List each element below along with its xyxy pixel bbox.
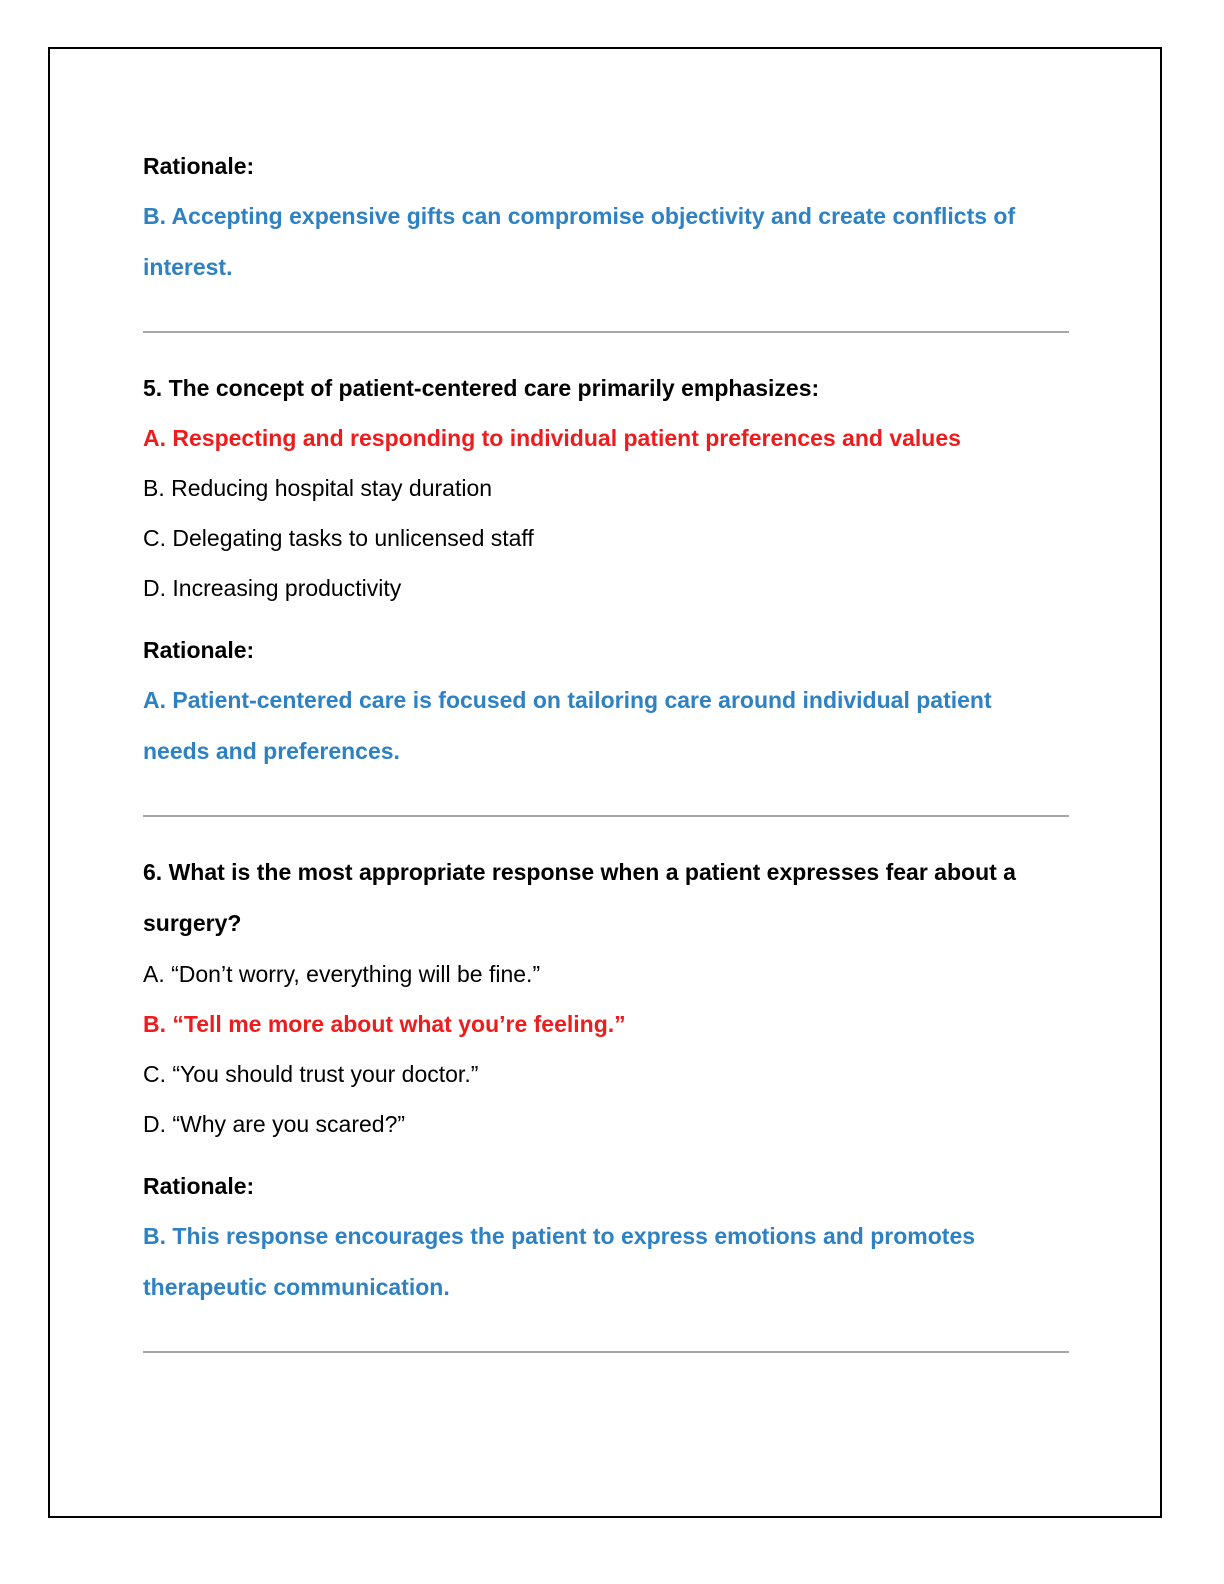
q6-option-b-correct: B. “Tell me more about what you’re feeling.”	[143, 1011, 626, 1037]
q6-question-stem: 6. What is the most appropriate response when a patient expresses fear about a surgery?	[143, 859, 1016, 936]
q6-rationale-heading: Rationale:	[143, 1173, 255, 1199]
q6-rationale-text: B. This response encourages the patient to express emotions and promotes therapeutic communication.	[143, 1223, 976, 1300]
q4-rationale-text: B. Accepting expensive gifts can compromise objectivity and create conflicts of interest.	[143, 203, 1016, 280]
q5-option-c: C. Delegating tasks to unlicensed staff	[143, 525, 534, 551]
q5-question-stem: 5. The concept of patient-centered care primarily emphasizes:	[143, 375, 820, 401]
q6-option-c: C. “You should trust your doctor.”	[143, 1061, 479, 1087]
document-content	[143, 141, 1083, 1353]
q5-rationale-heading: Rationale:	[143, 637, 255, 663]
q6-option-a: A. “Don’t worry, everything will be fine.”	[143, 961, 541, 987]
section-divider	[143, 1351, 1069, 1353]
q5-option-d: D. Increasing productivity	[143, 575, 402, 601]
q5-option-a-correct: A. Respecting and responding to individual patient preferences and values	[143, 425, 961, 451]
q6-option-d: D. “Why are you scared?”	[143, 1111, 406, 1137]
q5-rationale-text: A. Patient-centered care is focused on tailoring care around individual patient needs and preferences.	[143, 687, 992, 764]
q5-option-b: B. Reducing hospital stay duration	[143, 475, 493, 501]
q4-rationale-heading: Rationale:	[143, 153, 255, 179]
